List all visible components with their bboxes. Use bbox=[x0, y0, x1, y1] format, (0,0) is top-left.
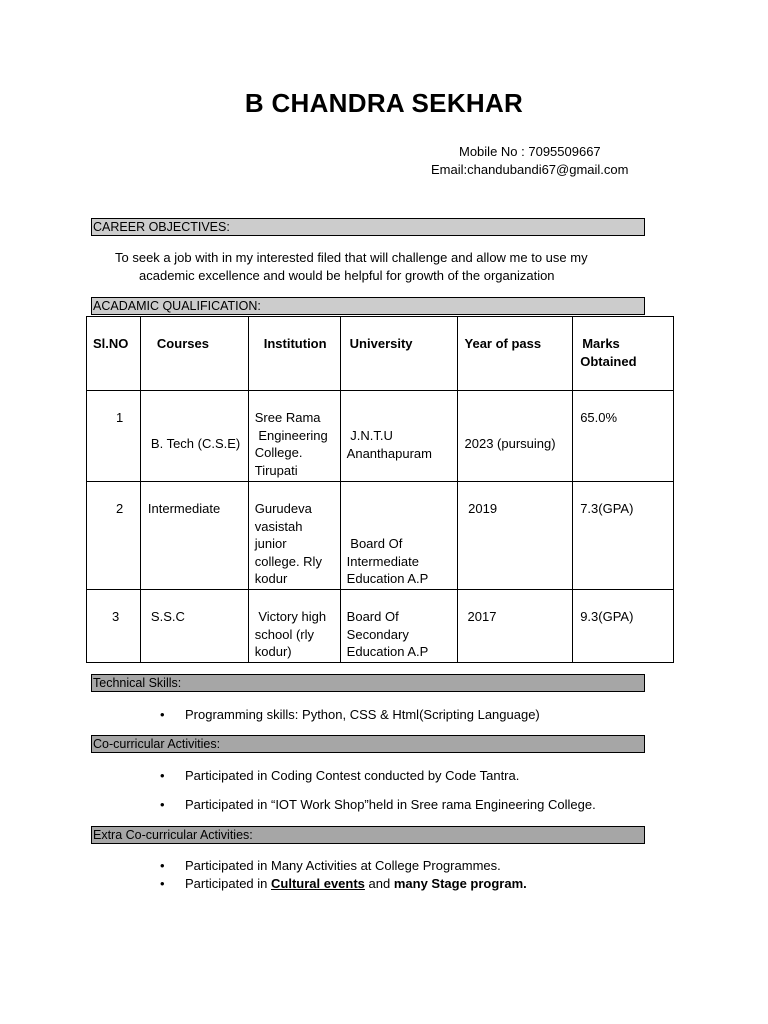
row3-inst-line: kodur) bbox=[254, 644, 292, 659]
career-objective-text bbox=[115, 249, 635, 285]
stage-program-text: many Stage program. bbox=[393, 876, 527, 891]
table-row bbox=[87, 482, 674, 590]
objective-line-2: academic excellence and would be helpful for growth of the organization bbox=[139, 268, 555, 283]
row2-univ-line: Board Of bbox=[346, 536, 403, 551]
row2-course: Intermediate bbox=[140, 482, 248, 590]
row3-year: 2017 bbox=[457, 590, 573, 663]
row3-marks: 9.3(GPA) bbox=[573, 590, 674, 663]
row1-inst-line: Tirupati bbox=[254, 462, 298, 478]
mobile-number: Mobile No : 7095509667 bbox=[459, 144, 601, 159]
row2-univ-line: Intermediate bbox=[346, 553, 419, 569]
row1-year: 2023 (pursuing) bbox=[457, 391, 573, 482]
row3-univ-line: Education A.P bbox=[346, 644, 429, 659]
career-objectives-heading: CAREER OBJECTIVES: bbox=[91, 218, 645, 236]
extra-item2-text: Participated in bbox=[185, 876, 271, 891]
technical-skills-list bbox=[160, 706, 540, 724]
row1-inst-line: Sree Rama bbox=[254, 410, 321, 425]
row3-course: S.S.C bbox=[140, 590, 248, 663]
table-row bbox=[87, 391, 674, 482]
row3-inst-line: school (rly bbox=[254, 626, 314, 642]
list-item: • Programming skills: Python, CSS & Html(Scripting Language) bbox=[160, 706, 540, 724]
row2-inst-line: junior bbox=[254, 536, 287, 551]
col-courses: Courses bbox=[140, 317, 248, 391]
row2-inst-line: vasistah bbox=[254, 518, 303, 534]
row2-slno: 2 bbox=[87, 482, 141, 590]
row3-univ-line: Board Of bbox=[346, 609, 399, 624]
email-address: Email:chandubandi67@gmail.com bbox=[431, 162, 629, 177]
row2-univ-line: Education A.P bbox=[346, 571, 429, 586]
row2-inst-line: Gurudeva bbox=[254, 501, 312, 516]
row1-univ-line: J.N.T.U bbox=[346, 428, 393, 443]
col-marks-line2: Obtained bbox=[580, 353, 637, 369]
extra-item2-and: and bbox=[364, 876, 394, 891]
row1-slno: 1 bbox=[87, 391, 141, 482]
col-slno: Sl.NO bbox=[87, 317, 141, 391]
row2-university bbox=[340, 482, 457, 590]
col-institution: Institution bbox=[248, 317, 340, 391]
objective-line-1: To seek a job with in my interested filed that will challenge and allow me to use my bbox=[115, 250, 588, 265]
table-header-row bbox=[87, 317, 674, 391]
col-year: Year of pass bbox=[457, 317, 573, 391]
row1-univ-line: Ananthapuram bbox=[346, 445, 432, 461]
technical-skills-heading: Technical Skills: bbox=[91, 674, 645, 692]
extra-cocurricular-heading: Extra Co-curricular Activities: bbox=[91, 826, 645, 844]
row2-marks: 7.3(GPA) bbox=[573, 482, 674, 590]
row1-institution bbox=[248, 391, 340, 482]
row1-marks: 65.0% bbox=[573, 391, 674, 482]
row3-slno: 3 bbox=[87, 590, 141, 663]
academic-qualification-heading: ACADAMIC QUALIFICATION: bbox=[91, 297, 645, 315]
col-marks bbox=[573, 317, 674, 391]
list-item: • Participated in “IOT Work Shop”held in Sree rama Engineering College. bbox=[160, 796, 596, 814]
row1-inst-line: Engineering bbox=[254, 427, 328, 443]
row2-year: 2019 bbox=[457, 482, 573, 590]
table-row bbox=[87, 590, 674, 663]
row2-institution bbox=[248, 482, 340, 590]
row2-inst-line: kodur bbox=[254, 571, 288, 586]
row1-course: B. Tech (C.S.E) bbox=[140, 391, 248, 482]
row1-university bbox=[340, 391, 457, 482]
cultural-events-text: Cultural events bbox=[271, 876, 365, 891]
row3-inst-line: Victory high bbox=[254, 609, 327, 624]
row1-inst-line: College. bbox=[254, 445, 303, 460]
qualification-table bbox=[86, 316, 674, 663]
row2-inst-line: college. Rly bbox=[254, 553, 322, 569]
list-item bbox=[160, 875, 527, 893]
candidate-name: B CHANDRA SEKHAR bbox=[244, 88, 524, 118]
col-marks-line1: Marks bbox=[582, 336, 620, 351]
list-item: • Participated in Coding Contest conducted by Code Tantra. bbox=[160, 767, 596, 785]
row3-univ-line: Secondary bbox=[346, 626, 409, 642]
list-item: • Participated in Many Activities at College Programmes. bbox=[160, 857, 527, 875]
row3-institution bbox=[248, 590, 340, 663]
extra-cocurricular-list bbox=[160, 857, 527, 893]
cocurricular-heading: Co-curricular Activities: bbox=[91, 735, 645, 753]
cocurricular-list bbox=[160, 767, 596, 814]
col-university: University bbox=[340, 317, 457, 391]
row3-university bbox=[340, 590, 457, 663]
